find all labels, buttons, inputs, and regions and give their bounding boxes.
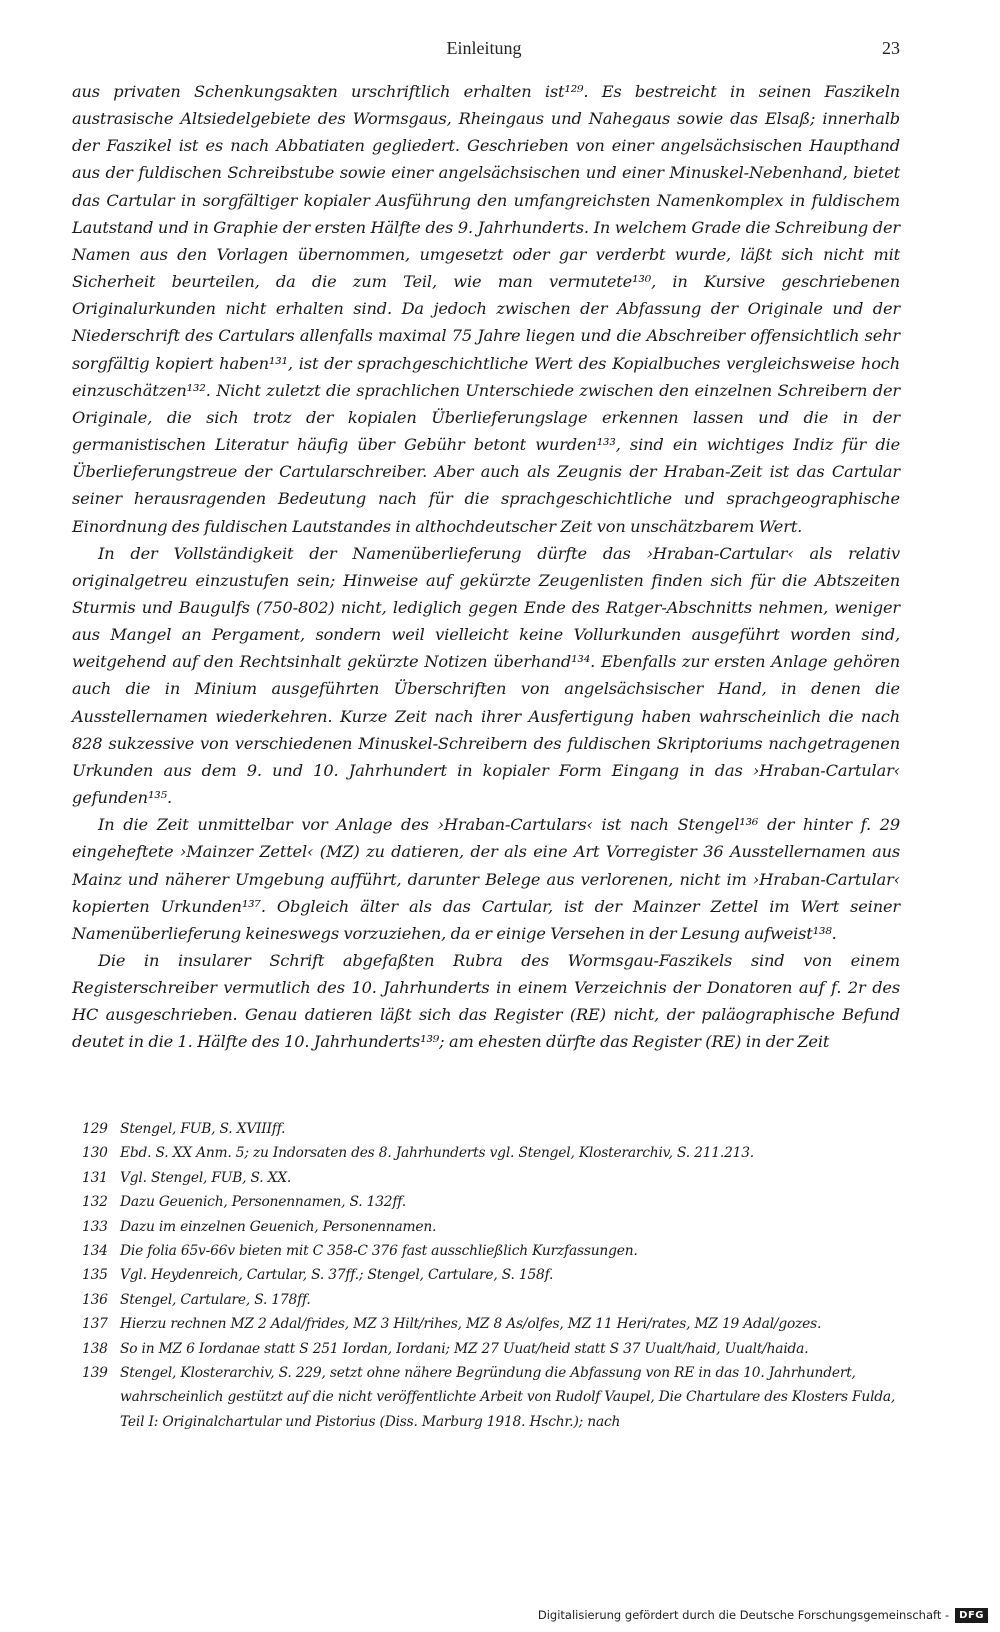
footnote bbox=[82, 1215, 900, 1239]
page-header bbox=[68, 38, 900, 64]
footnote-number: 135 bbox=[82, 1267, 108, 1284]
footnote bbox=[82, 1288, 900, 1312]
footnote-text: So in MZ 6 Iordanae statt S 251 Iordan, Iordani; MZ 27 Uuat/heid statt S 37 Uualt/haid, Uualt/haida. bbox=[120, 1340, 809, 1357]
footnote-text: Stengel, Cartulare, S. 178ff. bbox=[120, 1291, 311, 1308]
footnote bbox=[82, 1239, 900, 1263]
paragraph: aus privaten Schenkungsakten urschriftlich erhalten ist¹²⁹. Es bestreicht in seinen Faszikeln austrasische Altsiedelgebiete des Wormsgaus, Rheingaus und Nahegaus sowie das Elsaß; innerhalb der Faszikel ist es nach Abbatiaten gegliedert. Geschrieben von einer angelsächsischen Haupthand aus der fuldischen Schreibstube sowie einer angelsächsischen und einer Minuskel-Nebenhand, bietet das Cartular in sorgfältiger kopialer Ausführung den umfangreichsten Namenkomplex in fuldischem Lautstand und in Graphie der ersten Hälfte des 9. Jahrhunderts. In welchem Grade die Schreibung der Namen aus den Vorlagen übernommen, umgesetzt oder gar verderbt wurde, läßt sich nicht mit Sicherheit beurteilen, da die zum Teil, wie man vermutete¹³⁰, in Kursive geschriebenen Originalurkunden nicht erhalten sind. Da jedoch zwischen der Abfassung der Originale und der Niederschrift des Cartulars allenfalls maximal 75 Jahre liegen und die Abschreiber offensichtlich sehr sorgfältig kopiert haben¹³¹, ist der sprachgeschichtliche Wert des Kopialbuches vergleichsweise hoch einzuschätzen¹³². Nicht zuletzt die sprachlichen Unterschiede zwischen den einzelnen Schreibern der Originale, die sich trotz der kopialen Überlieferungslage erkennen lassen und die in der germanistischen Literatur häufig über Gebühr betont wurden¹³³, sind ein wichtiges Indiz für die Überlieferungstreue der Cartularschreiber. Aber auch als Zeugnis der Hraban-Zeit ist das Cartular seiner herausragenden Bedeutung nach für die sprachgeschichtliche und sprachgeographische Einordnung des fuldischen Lautstandes in althochdeutscher Zeit von unschätzbarem Wert. bbox=[72, 82, 900, 536]
footnote-number: 133 bbox=[82, 1218, 108, 1235]
footnote-text: Dazu Geuenich, Personennamen, S. 132ff. bbox=[120, 1194, 406, 1211]
footnote-number: 129 bbox=[82, 1121, 108, 1137]
paragraph: Die in insularer Schrift abgefaßten Rubra des Wormsgau-Faszikels sind von einem Registerschreiber vermutlich des 10. Jahrhunderts in einem Verzeichnis der Donatoren auf f. 2r des HC ausgeschrieben. Genau datieren läßt sich das Register (RE) nicht, der paläographische Befund deutet in die 1. Hälfte des 10. Jahrhunderts¹³⁹; am ehesten dürfte das Register (RE) in der Zeit bbox=[72, 951, 900, 1052]
footnote bbox=[82, 1190, 900, 1214]
funding-note bbox=[538, 1606, 988, 1624]
footnote bbox=[82, 1337, 900, 1361]
footnote-number: 130 bbox=[82, 1145, 108, 1162]
main-text bbox=[72, 78, 900, 1056]
footnote bbox=[82, 1312, 900, 1336]
footnote-text: Vgl. Stengel, FUB, S. XX. bbox=[120, 1169, 292, 1186]
footnote-number: 134 bbox=[82, 1243, 108, 1260]
footnote-text: Dazu im einzelnen Geuenich, Personennamen. bbox=[120, 1218, 437, 1235]
footnote bbox=[82, 1263, 900, 1287]
footnote-number: 137 bbox=[82, 1316, 108, 1333]
footnote-number: 138 bbox=[82, 1340, 108, 1357]
footnote-number: 132 bbox=[82, 1194, 108, 1211]
footnote-text: Stengel, FUB, S. XVIIIff. bbox=[120, 1121, 286, 1137]
page-number: 23 bbox=[882, 38, 900, 58]
footnotes bbox=[82, 1117, 900, 1434]
footnote-text: Hierzu rechnen MZ 2 Adal/frides, MZ 3 Hilt/rihes, MZ 8 As/olfes, MZ 11 Heri/rates, MZ 19 Adal/gozes. bbox=[120, 1316, 822, 1333]
footnote bbox=[82, 1141, 900, 1165]
paragraph: In der Vollständigkeit der Namenüberlieferung dürfte das ›Hraban-Cartular‹ als relativ originalgetreu einzustufen sein; Hinweise auf gekürzte Zeugenlisten finden sich für die Abtszeiten Sturmis und Baugulfs (750-802) nicht, lediglich gegen Ende des Ratger-Abschnitts nehmen, weniger aus Mangel an Pergament, sondern weil vielleicht keine Vollurkunden ausgeführt worden sind, weitgehend auf den Rechtsinhalt gekürzte Notizen überhand¹³⁴. Ebenfalls zur ersten Anlage gehören auch die in Minium ausgeführten Überschriften von angelsächsischer Hand, in denen die Ausstellernamen wiederkehren. Kurze Zeit nach ihrer Ausfertigung haben wahrscheinlich die nach 828 sukzessive von verschiedenen Minuskel-Schreibern des fuldischen Skriptoriums nachgetragenen Urkunden aus dem 9. und 10. Jahrhundert in kopialer Form Eingang in das ›Hraban-Cartular‹ gefunden¹³⁵. bbox=[72, 543, 900, 808]
dfg-logo-icon: DFG bbox=[955, 1608, 988, 1623]
footnote bbox=[82, 1166, 900, 1190]
paragraph: In die Zeit unmittelbar vor Anlage des ›Hraban-Cartulars‹ ist nach Stengel¹³⁶ der hinter f. 29 eingeheftete ›Mainzer Zettel‹ (MZ) zu datieren, der als eine Art Vorregister 36 Ausstellernamen aus Mainz und näherer Umgebung aufführt, darunter Belege aus verlorenen, nicht im ›Hraban-Cartular‹ kopierten Urkunden¹³⁷. Obgleich älter als das Cartular, ist der Mainzer Zettel im Wert seiner Namenüberlieferung keineswegs vorzuziehen, da er einige Versehen in der Lesung aufweist¹³⁸. bbox=[72, 815, 900, 943]
running-title: Einleitung bbox=[446, 38, 522, 58]
footnote-text: Vgl. Heydenreich, Cartular, S. 37ff.; Stengel, Cartulare, S. 158f. bbox=[120, 1267, 554, 1284]
footnote-text: Stengel, Klosterarchiv, S. 229, setzt ohne nähere Begründung die Abfassung von RE in das 10. Jahrhundert, wahrscheinlich gestützt auf die nicht veröffentlichte Arbeit von Rudolf Vaupel, Die Chartulare des Klosters Fulda, Teil I: Originalchartular und Pistorius (Diss. Marburg 1918. Hschr.); nach bbox=[120, 1365, 896, 1430]
funding-text: Digitalisierung gefördert durch die Deutsche Forschungsgemeinschaft - bbox=[537, 1608, 950, 1622]
footnote-text: Ebd. S. XX Anm. 5; zu Indorsaten des 8. Jahrhunderts vgl. Stengel, Klosterarchiv, S. 211.213. bbox=[120, 1145, 754, 1162]
footnote bbox=[82, 1361, 900, 1434]
footnote-number: 136 bbox=[82, 1291, 108, 1308]
footnote-number: 131 bbox=[82, 1169, 108, 1186]
footnote bbox=[82, 1117, 900, 1141]
footnote-number: 139 bbox=[82, 1365, 108, 1382]
footnote-text: Die folia 65v-66v bieten mit C 358-C 376 fast ausschließlich Kurzfassungen. bbox=[120, 1243, 638, 1260]
